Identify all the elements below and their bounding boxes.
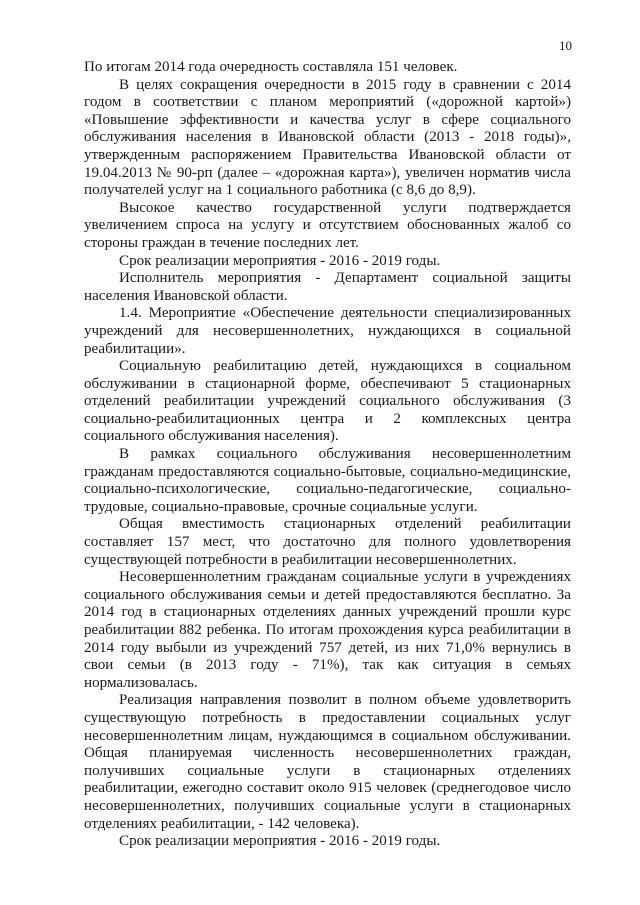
page-number: 10 — [559, 38, 572, 53]
paragraph-services: В рамках социального обслуживания несовершеннолетним гражданам предоставляются социально-бытовые, социально-медицинские, социально-психологические, социально-педагогические, социально-трудовые, социально-правовые, срочные социальные услуги. — [84, 446, 571, 515]
paragraph-term-final: Срок реализации мероприятия - 2016 - 2019 годы. — [119, 833, 441, 850]
paragraph-executor: Исполнитель мероприятия - Департамент социальной защиты населения Ивановской области. — [84, 270, 571, 304]
paragraph-measure-1-4: 1.4. Мероприятие «Обеспечение деятельности специализированных учреждений для несовершеннолетних, нуждающихся в социальной реабилитации». — [84, 305, 571, 357]
document-body — [84, 59, 571, 851]
paragraph-term: Срок реализации мероприятия - 2016 - 2019 годы. — [119, 252, 441, 269]
paragraph-quality: Высокое качество государственной услуги подтверждается увеличением спроса на услугу и отсутствием обоснованных жалоб со стороны граждан в течение последних лет. — [84, 199, 571, 251]
paragraph-implementation: Реализация направления позволит в полном объеме удовлетворить существующую потребность в предоставлении социальных услуг несовершеннолетним лицам, нуждающимся в социальном обслуживании. Общая планируемая численность несовершеннолетних граждан, получивших социальные услуги в стационарных отделениях реабилитации, ежегодно составит около 915 человек (среднегодовое число несовершеннолетних, получивших социальные услуги в стационарных отделениях реабилитации, - 142 человека). — [84, 692, 571, 832]
paragraph-capacity: Общая вместимость стационарных отделений реабилитации составляет 157 мест, что достаточно для полного удовлетворения существующей потребности в реабилитации несовершеннолетних. — [84, 516, 571, 568]
paragraph-roadmap: В целях сокращения очередности в 2015 году в сравнении с 2014 годом в соответствии с планом мероприятий («дорожной картой») «Повышение эффективности и качества услуг в сфере социального обслуживания населения в Ивановской области (2013 - 2018 годы)», утвержденным распоряжением Правительства Ивановской области от 19.04.2013 № 90-рп (далее – «дорожная карта»), увеличен норматив числа получателей услуг на 1 социального работника (с 8,6 до 8,9). — [84, 76, 571, 199]
paragraph-rehabilitation: Социальную реабилитацию детей, нуждающихся в социальном обслуживании в стационарной форме, обеспечивают 5 стационарных отделений реабилитации учреждений социального обслуживания (3 социально-реабилитационных центра и 2 комплексных центра социального обслуживания населения). — [84, 358, 571, 445]
paragraph-queue-2014: По итогам 2014 года очередность составляла 151 человек. — [84, 59, 458, 75]
paragraph-free-services: Несовершеннолетним гражданам социальные услуги в учреждениях социального обслуживания семьи и детей предоставляются бесплатно. За 2014 год в стационарных отделениях данных учреждений прошли курс реабилитации 882 ребенка. По итогам прохождения курса реабилитации в 2014 году выбыли из учреждений 757 детей, из них 71,0% вернулись в свои семьи (в 2013 году - 71%), так как ситуация в семьях нормализовалась. — [84, 569, 571, 691]
